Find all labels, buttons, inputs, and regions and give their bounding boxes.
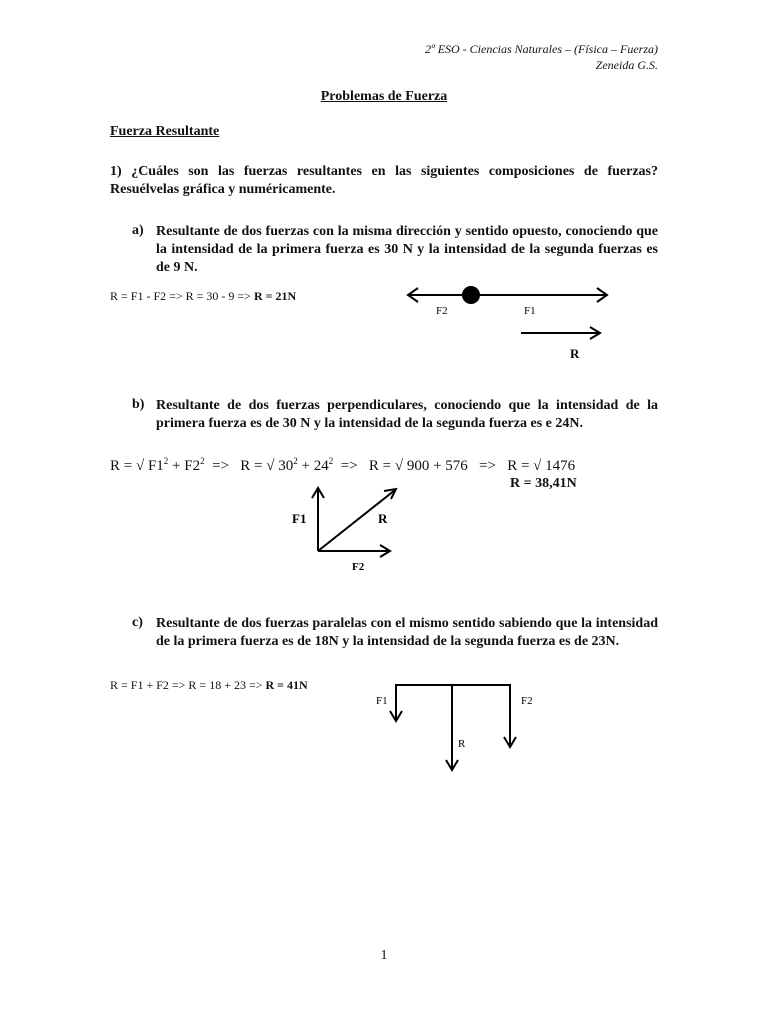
item-c-label-r: R [458, 738, 466, 750]
item-a-letter: a) [132, 223, 144, 238]
item-b-label-f1: F1 [292, 511, 307, 526]
item-b-formula-exp-1: 2 [163, 456, 169, 466]
item-a-formula-text: R = F1 - F2 => R = 30 - 9 => [110, 289, 251, 303]
item-c-result: R = 41N [265, 678, 308, 692]
item-b-formula-part-5: => R = √ 900 + 576 => R = √ 1476 [333, 458, 576, 474]
page-title: Problemas de Fuerza [320, 89, 448, 104]
item-b-text: Resultante de dos fuerzas perpendiculares, conociendo que la intensidad de la primera fuerza es de 30 N y la intensidad de la segunda fuerza es e 24N. [156, 398, 658, 431]
item-b-formula-part-1: R = √ F1 [110, 458, 164, 474]
item-b-letter: b) [132, 397, 145, 412]
author-header: Zeneida G.S. [595, 58, 658, 72]
page-number: 1 [380, 948, 388, 963]
item-b-formula-exp-4: 2 [328, 456, 334, 466]
item-b-result: R = 38,41N [510, 476, 577, 491]
item-b-formula-part-3: => R = √ 30 [204, 458, 294, 474]
item-a-label-f1: F1 [524, 305, 536, 317]
item-c-letter: c) [132, 615, 143, 630]
item-a-body-point [462, 286, 480, 304]
item-c-label-f2: F2 [521, 695, 533, 707]
item-b-label-f2: F2 [352, 561, 365, 573]
item-b-label-r: R [378, 511, 388, 526]
section-title: Fuerza Resultante [110, 124, 220, 139]
item-a-diagram [400, 280, 620, 370]
item-b-diagram [285, 480, 405, 575]
item-b-formula-exp-2: 2 [200, 456, 205, 466]
item-a-label-f2: F2 [436, 305, 448, 317]
item-c-label-f1: F1 [376, 695, 388, 707]
item-a-formula [110, 289, 296, 304]
item-c-formula-text: R = F1 + F2 => R = 18 + 23 => [110, 678, 263, 692]
course-header: 2º ESO - Ciencias Naturales – (Física – Fuerza) [424, 42, 658, 56]
item-b-formula-part-4: + 24 [297, 458, 329, 474]
item-a-text: Resultante de dos fuerzas con la misma dirección y sentido opuesto, conociendo que la intensidad de la primera fuerza es 30 N y la intensidad de la segunda fuerzas es de 9 N. [156, 224, 658, 275]
item-b-formula-part-2: + F2 [168, 458, 201, 474]
item-c-formula [110, 678, 308, 693]
item-b-formula-exp-3: 2 [293, 456, 298, 466]
question-1: 1) ¿Cuáles son las fuerzas resultantes en las siguientes composiciones de fuerzas? Resuélvelas gráfica y numéricamente. [110, 164, 658, 197]
item-a-result: R = 21N [253, 289, 297, 303]
item-b-formula [110, 458, 575, 475]
item-c-text: Resultante de dos fuerzas paralelas con el mismo sentido sabiendo que la intensidad de la primera fuerza es de 18N y la intensidad de la segunda fuerza es de 23N. [156, 616, 658, 649]
item-c-diagram [370, 675, 550, 780]
item-a-label-r: R [570, 346, 580, 361]
